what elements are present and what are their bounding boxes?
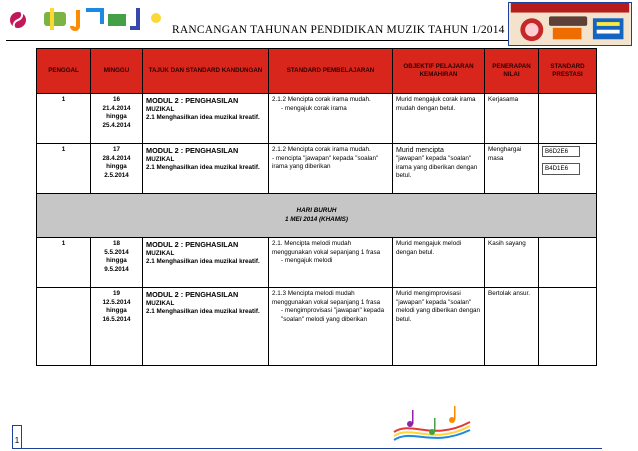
cell-penggal xyxy=(37,288,91,366)
col-header-prestasi: STANDARD PRESTASI xyxy=(539,49,597,94)
music-notes-decoration-icon xyxy=(392,402,472,446)
table-header-row xyxy=(37,49,597,94)
table-row xyxy=(37,144,597,194)
cell-tajuk: MODUL 2 : PENGHASILAN MUZIKAL 2.1 Menghasilkan idea muzikal kreatif. xyxy=(143,288,269,366)
annual-plan-table xyxy=(36,48,597,366)
cell-minggu: 18 5.5.2014 hingga 9.5.2014 xyxy=(91,238,143,288)
cell-objektif: Murid mengajuk melodi dengan betul. xyxy=(393,238,485,288)
col-header-tajuk: TAJUK DAN STANDARD KANDUNGAN xyxy=(143,49,269,94)
cell-tajuk: MODUL 2 : PENGHASILAN MUZIKAL 2.1 Menghasilkan idea muzikal kreatif. xyxy=(143,94,269,144)
cell-objektif: Murid mengajuk corak irama mudah dengan betul. xyxy=(393,94,485,144)
cell-objektif: Murid mengimprovisasi "jawapan" kepada "soalan" melodi yang diberikan dengan betul. xyxy=(393,288,485,366)
cell-tajuk: MODUL 2 : PENGHASILAN MUZIKAL 2.1 Menghasilkan idea muzikal kreatif. xyxy=(143,144,269,194)
cell-tajuk: MODUL 2 : PENGHASILAN MUZIKAL 2.1 Menghasilkan idea muzikal kreatif. xyxy=(143,238,269,288)
cell-pembelajaran: 2.1.2 Mencipta corak irama mudah. - mengajuk corak irama xyxy=(269,94,393,144)
cell-penggal: 1 xyxy=(37,94,91,144)
holiday-title: HARI BURUH xyxy=(296,207,337,214)
prestasi-code: B6D2E6 xyxy=(542,146,580,157)
prestasi-code: B4D1E6 xyxy=(542,163,580,174)
cell-nilai: Kasih sayang xyxy=(485,238,539,288)
page-title: RANCANGAN TAHUNAN PENDIDIKAN MUZIK TAHUN 1/2014 xyxy=(172,24,505,36)
cell-prestasi xyxy=(539,144,597,194)
cell-penggal: 1 xyxy=(37,238,91,288)
cell-objektif: Murid mencipta "jawapan" kepada "soalan" irama yang diberikan dengan betul. xyxy=(393,144,485,194)
instruments-banner-icon xyxy=(508,2,632,46)
cell-prestasi xyxy=(539,238,597,288)
cell-nilai: Menghargai masa xyxy=(485,144,539,194)
footer-rule xyxy=(22,448,602,449)
cell-pembelajaran: 2.1.3 Mencipta melodi mudah menggunakan vokal sepanjang 1 frasa - mengimprovisasi "jawapan" kepada "soalan" melodi yang diberikan xyxy=(269,288,393,366)
table-row xyxy=(37,94,597,144)
table-row xyxy=(37,288,597,366)
col-header-pembelajaran: STANDARD PEMBELAJARAN xyxy=(269,49,393,94)
cell-prestasi xyxy=(539,94,597,144)
cell-minggu: 19 12.5.2014 hingga 16.5.2014 xyxy=(91,288,143,366)
music-logo-icon xyxy=(6,4,166,34)
cell-nilai: Bertolak ansur. xyxy=(485,288,539,366)
holiday-date: 1 MEI 2014 (KHAMIS) xyxy=(285,215,348,223)
col-header-objektif: OBJEKTIF PELAJARAN KEMAHIRAN xyxy=(393,49,485,94)
col-header-nilai: PENERAPAN NILAI xyxy=(485,49,539,94)
cell-penggal: 1 xyxy=(37,144,91,194)
cell-minggu: 16 21.4.2014 hingga 25.4.2014 xyxy=(91,94,143,144)
cell-nilai: Kerjasama xyxy=(485,94,539,144)
holiday-row xyxy=(37,194,597,238)
table-row xyxy=(37,238,597,288)
cell-pembelajaran: 2.1. Mencipta melodi mudah menggunakan vokal sepanjang 1 frasa - mengajuk melodi xyxy=(269,238,393,288)
holiday-cell xyxy=(37,194,597,238)
cell-minggu: 17 28.4.2014 hingga 2.5.2014 xyxy=(91,144,143,194)
cell-pembelajaran: 2.1.2 Mencipta corak irama mudah. - mencipta "jawapan" kepada "soalan" irama yang diberikan xyxy=(269,144,393,194)
col-header-minggu: MINGGU xyxy=(91,49,143,94)
page-number: 1 xyxy=(12,425,22,449)
cell-prestasi xyxy=(539,288,597,366)
col-header-penggal: PENGGAL xyxy=(37,49,91,94)
